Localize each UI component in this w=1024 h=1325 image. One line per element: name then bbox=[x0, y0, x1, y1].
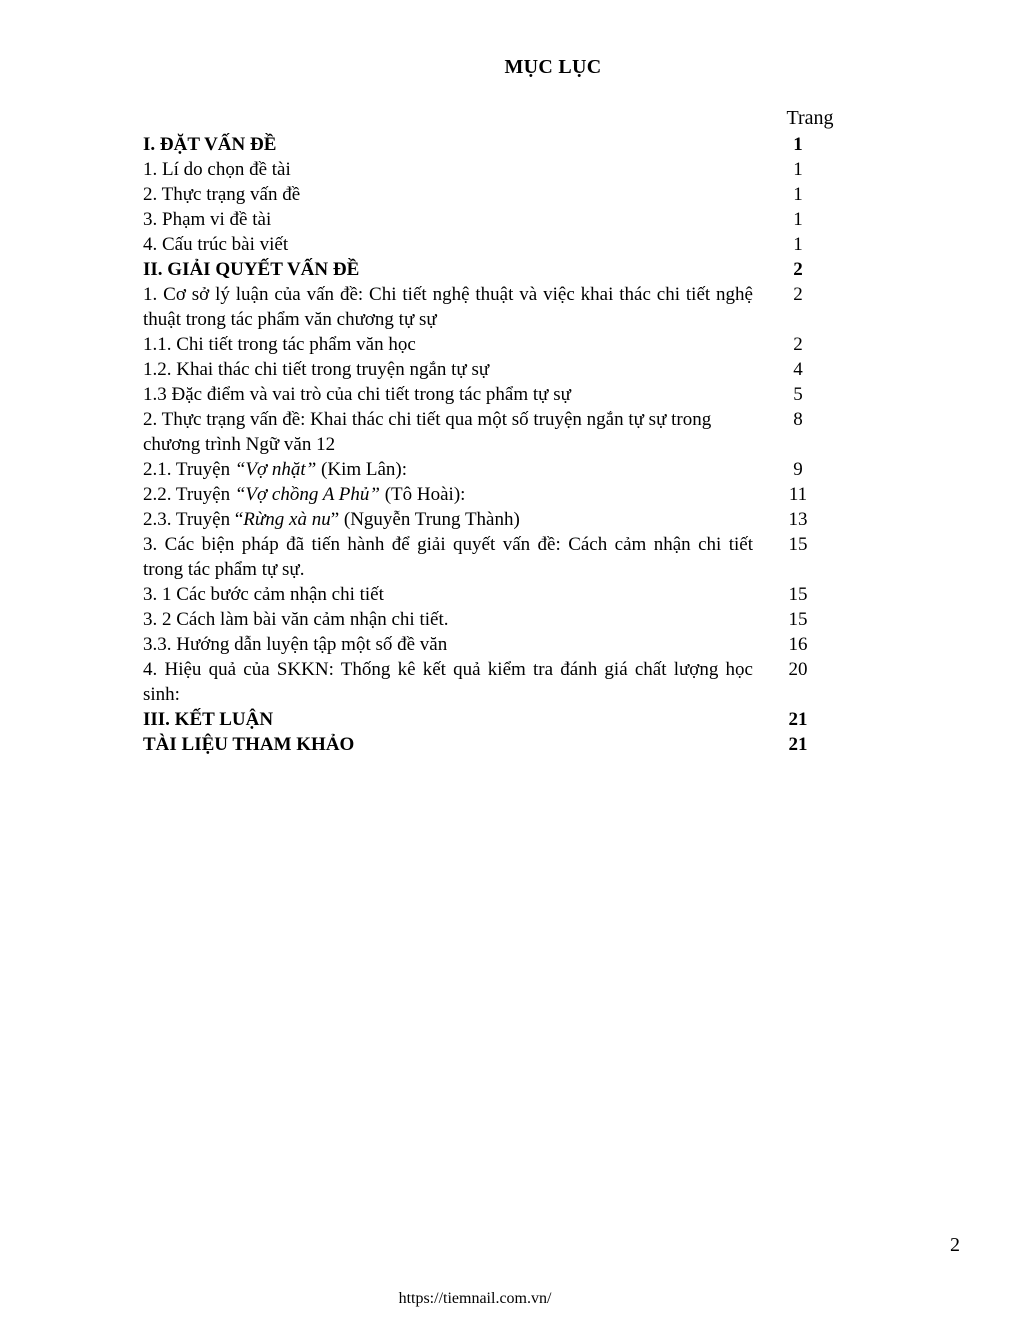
toc-entry bbox=[143, 207, 843, 232]
toc-entry-label: 3. 1 Các bước cảm nhận chi tiết bbox=[143, 584, 384, 605]
toc-entry-page: 2 bbox=[793, 284, 803, 305]
toc-entry-page: 1 bbox=[793, 184, 803, 205]
toc-entry-page: 15 bbox=[788, 584, 808, 605]
toc-entry-page: 13 bbox=[788, 509, 808, 530]
toc-entry bbox=[143, 507, 843, 532]
toc-entry-page: 5 bbox=[793, 384, 803, 405]
toc-entry bbox=[143, 357, 843, 382]
toc-entry bbox=[143, 232, 843, 257]
toc-entry-label bbox=[143, 482, 753, 507]
toc-entry bbox=[143, 707, 843, 732]
toc-entry-label-prefix: 2.2. Truyện bbox=[143, 484, 235, 505]
toc-entry-label: TÀI LIỆU THAM KHẢO bbox=[143, 734, 355, 755]
toc-entry bbox=[143, 257, 843, 282]
toc-entry-label-prefix: 2.3. Truyện “ bbox=[143, 509, 244, 530]
toc-entry-label: I. ĐẶT VẤN ĐỀ bbox=[143, 134, 277, 155]
toc-entry bbox=[143, 407, 843, 457]
toc-entry-page: 1 bbox=[793, 159, 803, 180]
toc-entry-label: 1.1. Chi tiết trong tác phẩm văn học bbox=[143, 334, 416, 355]
toc-entry bbox=[143, 157, 843, 182]
toc-entry bbox=[143, 282, 843, 332]
toc-entry-label: 1. Cơ sở lý luận của vấn đề: Chi tiết nghệ thuật và việc khai thác chi tiết nghệ thuật trong tác phẩm văn chương tự sự bbox=[143, 284, 753, 330]
toc-entry-page: 21 bbox=[788, 734, 808, 755]
toc-entry-page: 8 bbox=[793, 409, 803, 430]
toc-entry bbox=[143, 457, 843, 482]
toc-entry-page: 15 bbox=[788, 534, 808, 555]
toc-entry-label bbox=[143, 507, 753, 532]
toc-entry bbox=[143, 532, 843, 582]
toc-entry-page: 4 bbox=[793, 359, 803, 380]
toc-entry-label: 1.3 Đặc điểm và vai trò của chi tiết trong tác phẩm tự sự bbox=[143, 384, 571, 405]
toc-entry bbox=[143, 582, 843, 607]
toc-entry bbox=[143, 732, 843, 757]
page-column-header: Trang bbox=[786, 107, 834, 129]
toc-entry-page: 20 bbox=[788, 659, 808, 680]
toc-entry-page: 1 bbox=[793, 134, 803, 155]
toc-entry bbox=[143, 607, 843, 632]
toc-entry bbox=[143, 657, 843, 707]
toc-entry-page: 9 bbox=[793, 459, 803, 480]
toc-entry-page: 2 bbox=[793, 334, 803, 355]
toc-entry-label: 3. Phạm vi đề tài bbox=[143, 209, 272, 230]
toc-entry-page: 11 bbox=[788, 484, 808, 505]
toc-entry-label-suffix: ” (Nguyễn Trung Thành) bbox=[330, 509, 520, 530]
toc-entry-label: 3.3. Hướng dẫn luyện tập một số đề văn bbox=[143, 634, 448, 655]
toc-entry-page: 15 bbox=[788, 609, 808, 630]
toc-entry-label: 1.2. Khai thác chi tiết trong truyện ngắn tự sự bbox=[143, 359, 490, 380]
toc-entry-label-prefix: 2.1. Truyện bbox=[143, 459, 235, 480]
toc-entry bbox=[143, 382, 843, 407]
toc-entry-label: 1. Lí do chọn đề tài bbox=[143, 159, 291, 180]
toc-entry-label: 3. Các biện pháp đã tiến hành để giải quyết vấn đề: Cách cảm nhận chi tiết trong tác phẩm tự sự. bbox=[143, 534, 753, 580]
story-title: Rừng xà nu bbox=[243, 509, 331, 530]
toc-entry-label bbox=[143, 457, 753, 482]
toc-entry bbox=[143, 132, 843, 157]
toc-entry bbox=[143, 182, 843, 207]
table-of-contents bbox=[143, 132, 843, 757]
toc-entry bbox=[143, 332, 843, 357]
page-number: 2 bbox=[950, 1234, 960, 1256]
toc-entry bbox=[143, 632, 843, 657]
toc-entry-label-suffix: (Tô Hoài): bbox=[379, 484, 466, 505]
toc-entry-label: 2. Thực trạng vấn đề bbox=[143, 184, 301, 205]
toc-entry-page: 21 bbox=[788, 709, 808, 730]
toc-entry-page: 2 bbox=[793, 259, 803, 280]
toc-entry-page: 1 bbox=[793, 209, 803, 230]
page-title: MỤC LỤC bbox=[504, 56, 602, 78]
toc-entry bbox=[143, 482, 843, 507]
toc-entry-label: 4. Hiệu quả của SKKN: Thống kê kết quả kiểm tra đánh giá chất lượng học sinh: bbox=[143, 659, 753, 705]
story-title: “Vợ chồng A Phủ” bbox=[234, 484, 380, 505]
toc-entry-label: 3. 2 Cách làm bài văn cảm nhận chi tiết. bbox=[143, 609, 449, 630]
toc-entry-label: II. GIẢI QUYẾT VẤN ĐỀ bbox=[143, 259, 360, 280]
toc-entry-page: 16 bbox=[788, 634, 808, 655]
toc-entry-label: 2. Thực trạng vấn đề: Khai thác chi tiết qua một số truyện ngắn tự sự trong chương trình Ngữ văn 12 bbox=[143, 409, 712, 455]
toc-entry-page: 1 bbox=[793, 234, 803, 255]
story-title: “Vợ nhặt” bbox=[234, 459, 317, 480]
footer-url: https://tiemnail.com.vn/ bbox=[398, 1290, 552, 1307]
toc-entry-label-suffix: (Kim Lân): bbox=[316, 459, 408, 480]
toc-entry-label: 4. Cấu trúc bài viết bbox=[143, 234, 289, 255]
toc-entry-label: III. KẾT LUẬN bbox=[143, 709, 274, 730]
